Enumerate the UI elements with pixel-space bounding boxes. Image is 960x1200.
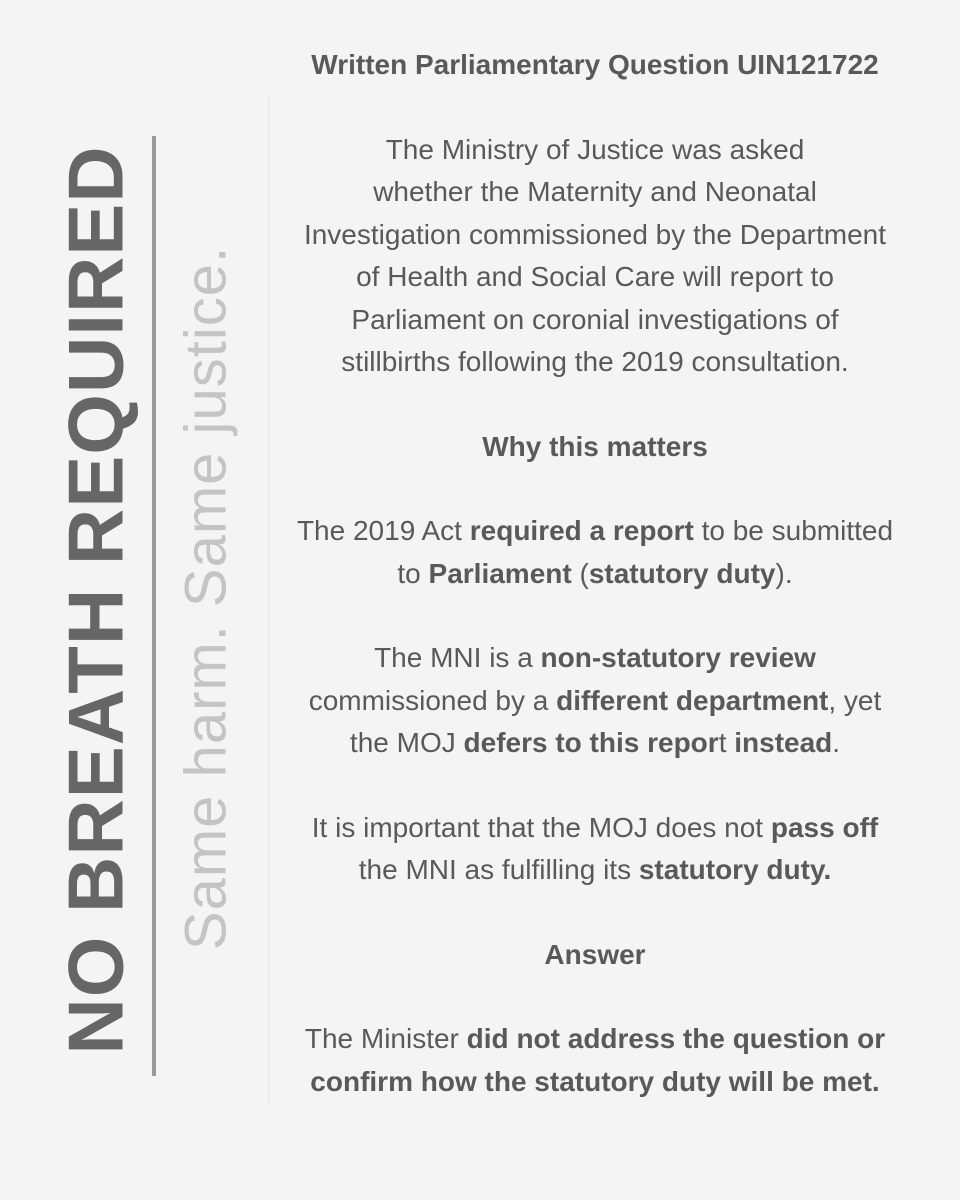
text: to <box>397 557 429 589</box>
emphasis: required a report <box>469 515 694 546</box>
text: the MNI as fulfilling its <box>358 854 639 885</box>
brand-divider <box>152 136 156 1076</box>
paragraph-line <box>272 1061 918 1104</box>
emphasis: defers to this repor <box>463 727 719 758</box>
paragraph-line <box>272 722 918 765</box>
paragraph-line <box>272 553 918 596</box>
text: It is important that the MOJ does not <box>311 811 771 843</box>
text: . <box>832 727 841 758</box>
text: to be submitted <box>693 515 894 546</box>
mni-paragraph <box>272 637 918 765</box>
question-paragraph <box>272 129 918 384</box>
emphasis: statutory duty <box>588 557 776 589</box>
text: The MNI is a <box>374 642 541 673</box>
paragraph-line <box>272 849 918 892</box>
text: the MOJ <box>349 727 464 758</box>
emphasis: Parliament <box>428 557 572 589</box>
question-line: Investigation commissioned by the Department <box>303 218 887 250</box>
text: ). <box>775 557 793 589</box>
document-body <box>272 44 918 1103</box>
text: The Minister <box>304 1023 467 1054</box>
question-line: The Ministry of Justice was asked <box>385 133 805 165</box>
brand-tagline: Same harm. Same justice. <box>173 245 239 951</box>
emphasis: non-statutory review <box>540 642 816 673</box>
emphasis: pass off <box>770 811 879 843</box>
answer-heading: Answer <box>544 938 646 970</box>
document-heading: Written Parliamentary Question UIN121722 <box>311 49 879 80</box>
why-heading: Why this matters <box>482 430 708 462</box>
paragraph-line <box>272 1018 918 1061</box>
importance-paragraph <box>272 807 918 892</box>
text: commissioned by a <box>308 684 557 716</box>
emphasis: statutory duty. <box>638 854 832 885</box>
content-divider <box>268 96 270 1106</box>
question-line: of Health and Social Care will report to <box>356 261 834 292</box>
text: ( <box>571 557 589 589</box>
question-line: whether the Maternity and Neonatal <box>373 176 817 207</box>
statutory-paragraph <box>272 510 918 595</box>
paragraph-line <box>272 637 918 680</box>
emphasis: different department <box>556 684 829 716</box>
text: t <box>718 727 735 758</box>
emphasis: did not address the question or <box>466 1023 886 1054</box>
paragraph-line <box>272 680 918 723</box>
answer-paragraph <box>272 1018 918 1103</box>
emphasis: confirm how the statutory duty will be met. <box>310 1065 880 1097</box>
question-line: Parliament on coronial investigations of <box>351 303 839 335</box>
paragraph-line <box>272 807 918 850</box>
emphasis: instead <box>734 727 833 758</box>
text: , yet <box>828 684 882 716</box>
text: The 2019 Act <box>296 515 470 546</box>
paragraph-line <box>272 510 918 553</box>
question-line: stillbirths following the 2019 consultation. <box>341 346 849 377</box>
brand-title: NO BREATH REQUIRED <box>51 145 140 1055</box>
